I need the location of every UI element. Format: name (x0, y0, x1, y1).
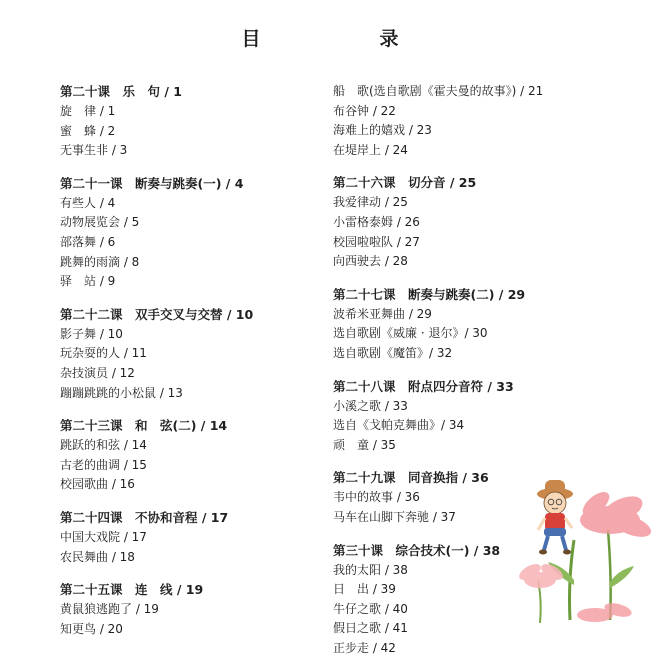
toc-entry[interactable]: 知更鸟 / 20 (60, 621, 123, 636)
lesson-24 (60, 508, 340, 567)
lesson-heading[interactable]: 第二十七课 断奏与跳奏(二) / 29 (333, 286, 526, 302)
lesson-heading[interactable]: 第二十三课 和 弦(二) / 14 (60, 418, 228, 434)
toc-entry[interactable]: 旋 律 / 1 (60, 104, 116, 118)
toc-entry[interactable]: 日 出 / 39 (333, 582, 396, 597)
lesson-heading[interactable]: 第二十六课 切分音 / 25 (333, 175, 477, 191)
toc-entry[interactable]: 选自歌剧《威廉 · 退尔》/ 30 (333, 326, 488, 341)
lesson-heading[interactable]: 第二十八课 附点四分音符 / 33 (333, 378, 514, 394)
toc-entry[interactable]: 黄鼠狼逃跑了 / 19 (60, 602, 159, 617)
lesson-26 (333, 173, 613, 271)
lesson-21 (60, 174, 340, 292)
lesson-27 (333, 285, 613, 364)
lesson-heading[interactable]: 第二十九课 同音换指 / 36 (333, 470, 489, 486)
toc-entry[interactable]: 在堤岸上 / 24 (333, 142, 408, 157)
toc-entry[interactable]: 校园啦啦队 / 27 (333, 234, 420, 249)
toc-entry[interactable]: 韦中的故事 / 36 (333, 490, 420, 505)
lesson-heading[interactable]: 第二十课 乐 句 / 1 (60, 84, 182, 99)
toc-entry[interactable]: 布谷钟 / 22 (333, 103, 396, 118)
toc-entry[interactable]: 玩杂耍的人 / 11 (60, 346, 147, 361)
toc-entry[interactable]: 选自《戈帕克舞曲》/ 34 (333, 418, 465, 433)
lesson-heading[interactable]: 第三十课 综合技术(一) / 38 (333, 542, 501, 558)
toc-entry[interactable]: 牛仔之歌 / 40 (333, 601, 408, 616)
boy-figure (537, 480, 573, 555)
toc-entry[interactable]: 选自歌剧《魔笛》/ 32 (333, 345, 453, 360)
toc-entry[interactable]: 我的太阳 / 38 (333, 562, 408, 577)
toc-entry[interactable]: 船 歌(选自歌剧《霍夫曼的故事》) / 21 (333, 84, 544, 98)
toc-entry[interactable]: 无事生非 / 3 (60, 143, 128, 158)
toc-entry[interactable]: 蜜 蜂 / 2 (60, 123, 116, 138)
lesson-23 (60, 416, 340, 495)
toc-entry[interactable]: 蹦蹦跳跳的小松鼠 / 13 (60, 385, 183, 400)
lesson-22 (60, 305, 340, 403)
toc-entry[interactable]: 跳跃的和弦 / 14 (60, 438, 147, 453)
lesson-25-continued (333, 82, 613, 160)
toc-entry[interactable]: 海难上的嬉戏 / 23 (333, 123, 432, 138)
toc-entry[interactable]: 农民舞曲 / 18 (60, 549, 135, 564)
lesson-20 (60, 82, 340, 161)
toc-entry[interactable]: 有些人 / 4 (60, 195, 116, 210)
toc-entry[interactable]: 古老的曲调 / 15 (60, 457, 147, 472)
lesson-heading[interactable]: 第二十二课 双手交叉与交替 / 10 (60, 306, 254, 322)
lesson-heading[interactable]: 第二十五课 连 线 / 19 (60, 582, 204, 598)
toc-entry[interactable]: 波希米亚舞曲 / 29 (333, 306, 432, 321)
lesson-heading[interactable]: 第二十一课 断奏与跳奏(一) / 4 (60, 175, 244, 191)
toc-entry[interactable]: 部落舞 / 6 (60, 234, 116, 249)
toc-entry[interactable]: 杂技演员 / 12 (60, 365, 135, 380)
toc-entry[interactable]: 顽 童 / 35 (333, 437, 396, 452)
toc-entry[interactable]: 马车在山脚下奔驰 / 37 (333, 509, 456, 524)
lesson-28 (333, 377, 613, 456)
cartoon-boy-on-flower-illustration (500, 470, 658, 623)
toc-entry[interactable]: 影子舞 / 10 (60, 326, 123, 341)
toc-entry[interactable]: 校园歌曲 / 16 (60, 477, 135, 492)
lesson-heading[interactable]: 第二十四课 不协和音程 / 17 (60, 509, 229, 525)
toc-entry[interactable]: 跳舞的雨滴 / 8 (60, 254, 140, 269)
toc-entry[interactable]: 小雷格泰姆 / 26 (333, 214, 420, 229)
toc-entry[interactable]: 假日之歌 / 41 (333, 621, 408, 636)
toc-left-column (60, 82, 340, 652)
page-title: 目 录 (241, 28, 449, 50)
lesson-25 (60, 580, 340, 639)
toc-entry[interactable]: 中国大戏院 / 17 (60, 529, 147, 544)
toc-entry[interactable]: 向西驶去 / 28 (333, 254, 408, 269)
toc-entry[interactable]: 驿 站 / 9 (60, 274, 116, 289)
toc-entry[interactable]: 动物展览会 / 5 (60, 215, 140, 230)
toc-entry[interactable]: 我爱律动 / 25 (333, 195, 408, 210)
toc-entry[interactable]: 正步走 / 42 (333, 640, 396, 655)
toc-entry[interactable]: 小溪之歌 / 33 (333, 398, 408, 413)
